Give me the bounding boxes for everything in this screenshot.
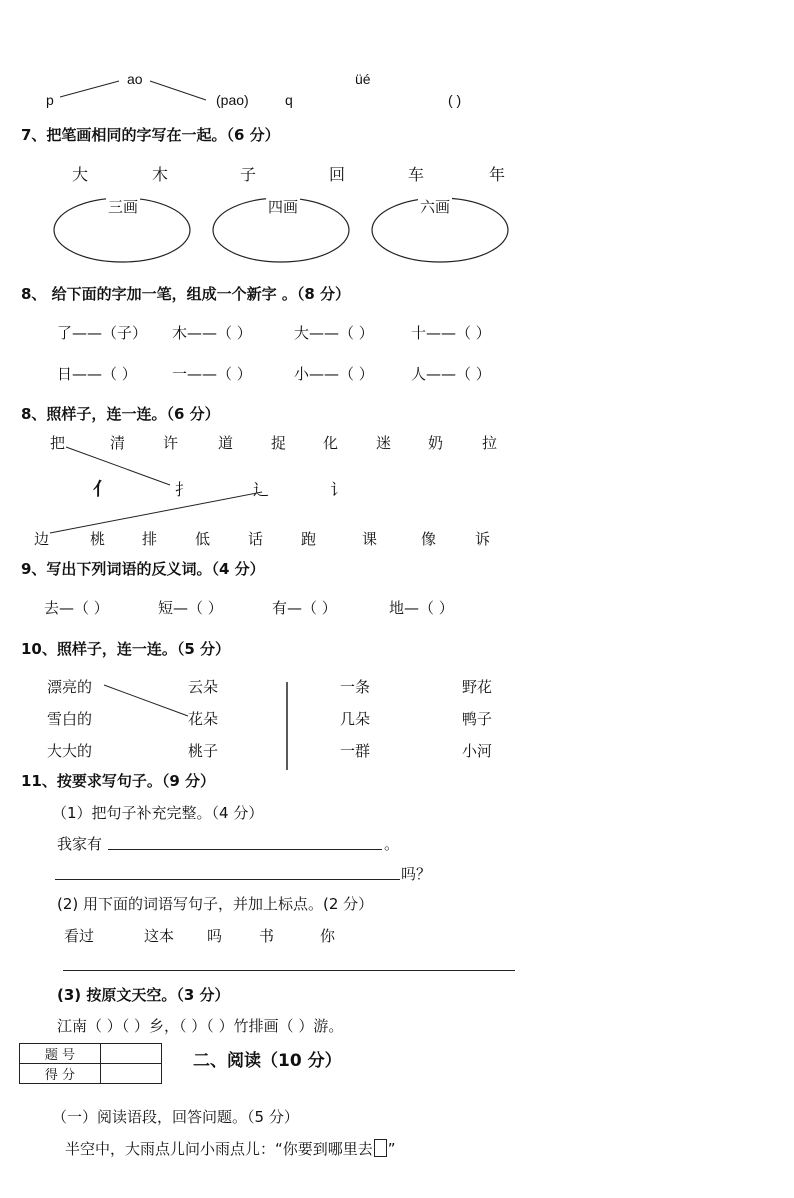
q8b-title: 8、照样子，连一连。（6 分） xyxy=(21,405,220,423)
q11-p3-text[interactable]: 江南（ ）（ ）乡，（ ）（ ）竹排画（ ）游。 xyxy=(57,1017,344,1035)
q10-left-a[interactable]: 大大的 xyxy=(47,742,93,760)
q8b-top-char[interactable]: 许 xyxy=(163,434,179,452)
q10-left-b[interactable]: 花朵 xyxy=(188,710,219,728)
q10-right-b[interactable]: 鸭子 xyxy=(462,710,493,728)
q8b-bottom-char[interactable]: 边 xyxy=(34,530,50,548)
q8b-bottom-char[interactable]: 诉 xyxy=(475,530,491,548)
q8b-bottom-char[interactable]: 课 xyxy=(362,530,378,548)
q8b-example-line xyxy=(50,492,262,533)
q11-word: 看过 xyxy=(64,927,95,945)
q8b-bottom-char[interactable]: 跑 xyxy=(301,530,317,548)
q10-example-line xyxy=(104,685,188,716)
q8b-radical[interactable]: 扌 xyxy=(175,480,192,499)
q8b-top-char[interactable]: 清 xyxy=(110,434,126,452)
oval-label: 三画 xyxy=(108,198,139,216)
q10-right-a[interactable]: 一群 xyxy=(340,742,371,760)
q10-left-b[interactable]: 云朵 xyxy=(188,678,219,696)
q9-item[interactable]: 去—（ ） xyxy=(44,599,109,617)
q8a-item[interactable]: 一——（ ） xyxy=(172,365,252,383)
q8b-radical[interactable]: 辶 xyxy=(253,480,270,499)
q8b-top-char[interactable]: 化 xyxy=(323,434,339,452)
q8b-bottom-char[interactable]: 像 xyxy=(421,530,437,548)
q11-p1-question: 吗？ xyxy=(401,865,432,883)
q10-title: 10、照样子，连一连。（5 分） xyxy=(21,640,231,658)
q8b-bottom-char[interactable]: 桃 xyxy=(90,530,106,548)
q8a-item[interactable]: 人——（ ） xyxy=(411,365,491,383)
q8b-top-char[interactable]: 把 xyxy=(50,434,66,452)
q8b-top-char[interactable]: 捉 xyxy=(271,434,287,452)
q11-word: 吗 xyxy=(207,927,223,945)
score-table-label-number: 题 号 xyxy=(20,1044,101,1064)
q9-title: 9、写出下列词语的反义词。（4 分） xyxy=(21,560,265,578)
pinyin-q: q xyxy=(285,92,293,108)
q8b-bottom-char[interactable]: 低 xyxy=(195,530,211,548)
q10-left-a[interactable]: 雪白的 xyxy=(47,710,93,728)
section2-passage-end: ” xyxy=(387,1140,396,1158)
q8b-bottom-char[interactable]: 话 xyxy=(248,530,264,548)
pinyin-connector-line xyxy=(150,81,206,100)
q7-char: 车 xyxy=(408,165,425,184)
q8b-bottom-char[interactable]: 排 xyxy=(142,530,158,548)
q8a-title: 8、 给下面的字加一笔，组成一个新字 。（8 分） xyxy=(21,285,351,303)
q11-part1: （1）把句子补充完整。（4 分） xyxy=(52,804,264,822)
pinyin-answer-blank[interactable]: ( ) xyxy=(448,92,462,108)
q10-left-b[interactable]: 桃子 xyxy=(188,742,219,760)
q8b-top-char[interactable]: 道 xyxy=(218,434,234,452)
q11-word: 你 xyxy=(320,927,336,945)
q11-p1-start: 我家有 xyxy=(57,835,103,853)
q9-item[interactable]: 地—（ ） xyxy=(389,599,454,617)
q7-char: 大 xyxy=(72,165,89,184)
q11-part3: (3) 按原文天空。（3 分） xyxy=(57,986,230,1004)
q11-word: 书 xyxy=(259,927,275,945)
pinyin-ue: üé xyxy=(355,71,371,87)
q10-left-a[interactable]: 漂亮的 xyxy=(47,678,93,696)
q8a-item[interactable]: 日——（ ） xyxy=(57,365,137,383)
q8b-top-char[interactable]: 迷 xyxy=(376,434,392,452)
q8a-item[interactable]: 十——（ ） xyxy=(411,324,491,342)
q9-item[interactable]: 有—（ ） xyxy=(272,599,337,617)
oval-label: 六画 xyxy=(420,198,451,216)
q11-title: 11、按要求写句子。（9 分） xyxy=(21,772,216,790)
q8b-radical[interactable]: 亻 xyxy=(93,479,111,500)
section2-subtitle: （一）阅读语段，回答问题。（5 分） xyxy=(52,1108,299,1126)
q7-char: 年 xyxy=(489,165,506,184)
q8b-radical[interactable]: 讠 xyxy=(330,480,347,499)
score-table-label-score: 得 分 xyxy=(20,1064,101,1084)
section2-title: 二、阅读（10 分） xyxy=(193,1051,342,1071)
q8b-top-char[interactable]: 奶 xyxy=(428,434,444,452)
q9-item[interactable]: 短—（ ） xyxy=(158,599,223,617)
q8a-item[interactable]: 了——（子） xyxy=(57,324,148,342)
q7-char: 木 xyxy=(152,165,169,184)
pinyin-ao: ao xyxy=(127,71,143,87)
q8b-top-char[interactable]: 拉 xyxy=(482,434,498,452)
q11-p1-end: 。 xyxy=(384,835,400,853)
q10-right-b[interactable]: 小河 xyxy=(462,742,493,760)
q11-part2: (2) 用下面的词语写句子，并加上标点。(2 分） xyxy=(57,895,374,913)
pinyin-connector-line xyxy=(60,81,119,97)
pinyin-p: p xyxy=(46,92,54,108)
q8b-example-line xyxy=(66,447,170,485)
q8a-item[interactable]: 小——（ ） xyxy=(294,365,374,383)
q8a-item[interactable]: 大——（ ） xyxy=(294,324,374,342)
q8a-item[interactable]: 木——（ ） xyxy=(172,324,252,342)
q11-word: 这本 xyxy=(144,927,175,945)
q10-right-a[interactable]: 几朵 xyxy=(340,710,371,728)
q10-right-b[interactable]: 野花 xyxy=(462,678,493,696)
pinyin-pao: (pao) xyxy=(216,92,249,108)
q7-title: 7、把笔画相同的字写在一起。（6 分） xyxy=(21,126,280,144)
q10-right-a[interactable]: 一条 xyxy=(340,678,371,696)
oval-label: 四画 xyxy=(268,198,299,216)
q7-char: 子 xyxy=(240,165,257,184)
section2-passage-text: 半空中，大雨点儿问小雨点儿：“你要到哪里去 xyxy=(65,1140,373,1158)
q7-char: 回 xyxy=(329,165,346,184)
